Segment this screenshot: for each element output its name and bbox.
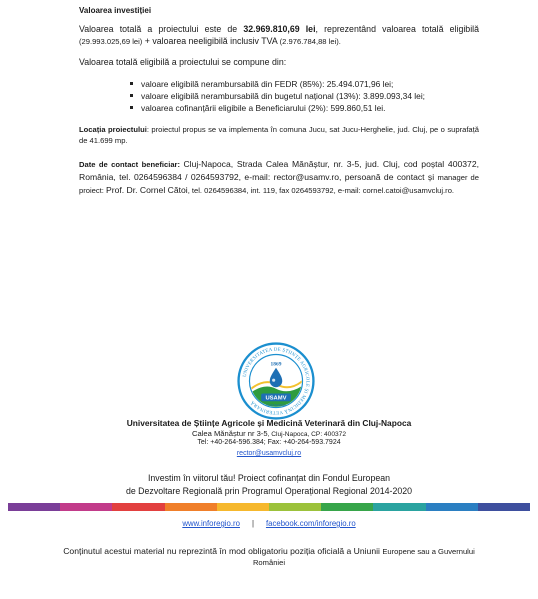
contact-manager-label: manager de proiect: bbox=[79, 173, 480, 195]
total-value: 32.969.810,69 lei bbox=[243, 24, 316, 34]
total-value-paragraph bbox=[79, 23, 479, 48]
composition-list bbox=[79, 78, 479, 114]
color-stripe-segment bbox=[60, 503, 112, 511]
disclaimer-line-1 bbox=[0, 546, 538, 556]
color-stripe-segment bbox=[217, 503, 269, 511]
location-label: Locația proiectului bbox=[79, 125, 147, 134]
drop-highlight bbox=[272, 379, 275, 382]
color-stripe-segment bbox=[165, 503, 217, 511]
value-mid: , reprezentând valoarea totală eligibilă bbox=[315, 24, 479, 34]
university-address bbox=[0, 429, 538, 438]
address-street: Calea Mănăștur nr 3-5 bbox=[192, 429, 268, 438]
color-stripe-segment bbox=[478, 503, 530, 511]
disclaimer-main: Conținutul acestui material nu reprezintă în mod obligatoriu poziția oficială a Uniunii bbox=[63, 546, 383, 556]
color-stripe-segment bbox=[112, 503, 164, 511]
color-stripe-segment bbox=[426, 503, 478, 511]
contact-label: Date de contact beneficiar: bbox=[79, 160, 184, 169]
slogan-line-1: Investim în viitorul tău! Proiect cofinanțat din Fondul European bbox=[147, 473, 391, 483]
university-tel-fax: Tel: +40-264-596.384; Fax: +40-264-593.7924 bbox=[197, 439, 341, 446]
contact-address: Cluj-Napoca, Strada Calea Mănăștur, nr. 3-5, jud. Cluj, cod poștal 400372, România, tel. 0264596384 / 0264593792, e-mail: rector@usamv.ro, persoană de contact și bbox=[79, 159, 479, 182]
slogan-line-2: de Dezvoltare Regională prin Programul Operațional Regional 2014-2020 bbox=[125, 486, 413, 496]
disclaimer-tail: Europene sau a Guvernului bbox=[382, 547, 475, 556]
color-stripe-bar bbox=[8, 503, 530, 511]
color-stripe-segment bbox=[269, 503, 321, 511]
logo-city: CLUJ-NAPOCA bbox=[266, 402, 286, 407]
logo-year: 1869 bbox=[270, 361, 282, 368]
list-item: valoarea cofinanțării eligibile a Beneficiarului (2%): 599.860,51 lei. bbox=[141, 102, 479, 114]
disclaimer-line-2: României bbox=[252, 558, 286, 567]
logo-acronym: USAMV bbox=[265, 395, 287, 402]
inforegio-link[interactable]: www.inforegio.ro bbox=[182, 519, 240, 528]
noneligible-value: (2.976.784,88 lei). bbox=[279, 37, 341, 46]
investment-section bbox=[79, 6, 479, 197]
logo-ring-text: UNIVERSITATEA DE ȘTIINȚE AGRICOLE ȘI MEDICINĂ VETERINARĂ bbox=[242, 347, 310, 415]
list-item: valoare eligibilă nerambursabilă din FEDR (85%): 25.494.071,96 lei; bbox=[141, 78, 479, 90]
section-heading: Valoarea investiției bbox=[79, 6, 152, 15]
university-name: Universitatea de Științe Agricole și Medicină Veterinară din Cluj-Napoca bbox=[126, 418, 412, 428]
eligible-value: (29.993.025,69 lei) bbox=[79, 37, 143, 46]
link-separator: | bbox=[251, 519, 254, 528]
value-intro: Valoarea totală a proiectului este de bbox=[79, 24, 244, 34]
contact-manager-details: , tel. 0264596384, int. 119, fax 0264593792, e-mail: cornel.catoi@usamvcluj.ro. bbox=[187, 186, 455, 195]
footer-links bbox=[0, 519, 538, 528]
color-stripe-segment bbox=[8, 503, 60, 511]
color-stripe-segment bbox=[321, 503, 373, 511]
location-paragraph bbox=[79, 124, 479, 146]
usamv-logo bbox=[237, 342, 315, 420]
address-city: , Cluj-Napoca, CP: 400372 bbox=[267, 431, 346, 438]
color-stripe-segment bbox=[373, 503, 425, 511]
value-plus: + valoarea neeligibilă inclusiv TVA bbox=[142, 36, 280, 46]
list-item: valoare eligibilă nerambursabilă din bugetul național (13%): 3.899.093,34 lei; bbox=[141, 90, 479, 102]
contact-manager-name: Prof. Dr. Cornel Cătoi bbox=[106, 185, 188, 195]
location-text: : proiectul propus se va implementa în comuna Jucu, sat Jucu-Herghelie, jud. Cluj, pe o suprafață de 41.699 mp. bbox=[79, 125, 479, 145]
contact-paragraph bbox=[79, 158, 479, 197]
facebook-link[interactable]: facebook.com/inforegio.ro bbox=[265, 519, 356, 528]
university-email-link[interactable]: rector@usamvcluj.ro bbox=[236, 450, 302, 457]
composition-text: Valoarea totală eligibilă a proiectului se compune din: bbox=[79, 57, 287, 67]
